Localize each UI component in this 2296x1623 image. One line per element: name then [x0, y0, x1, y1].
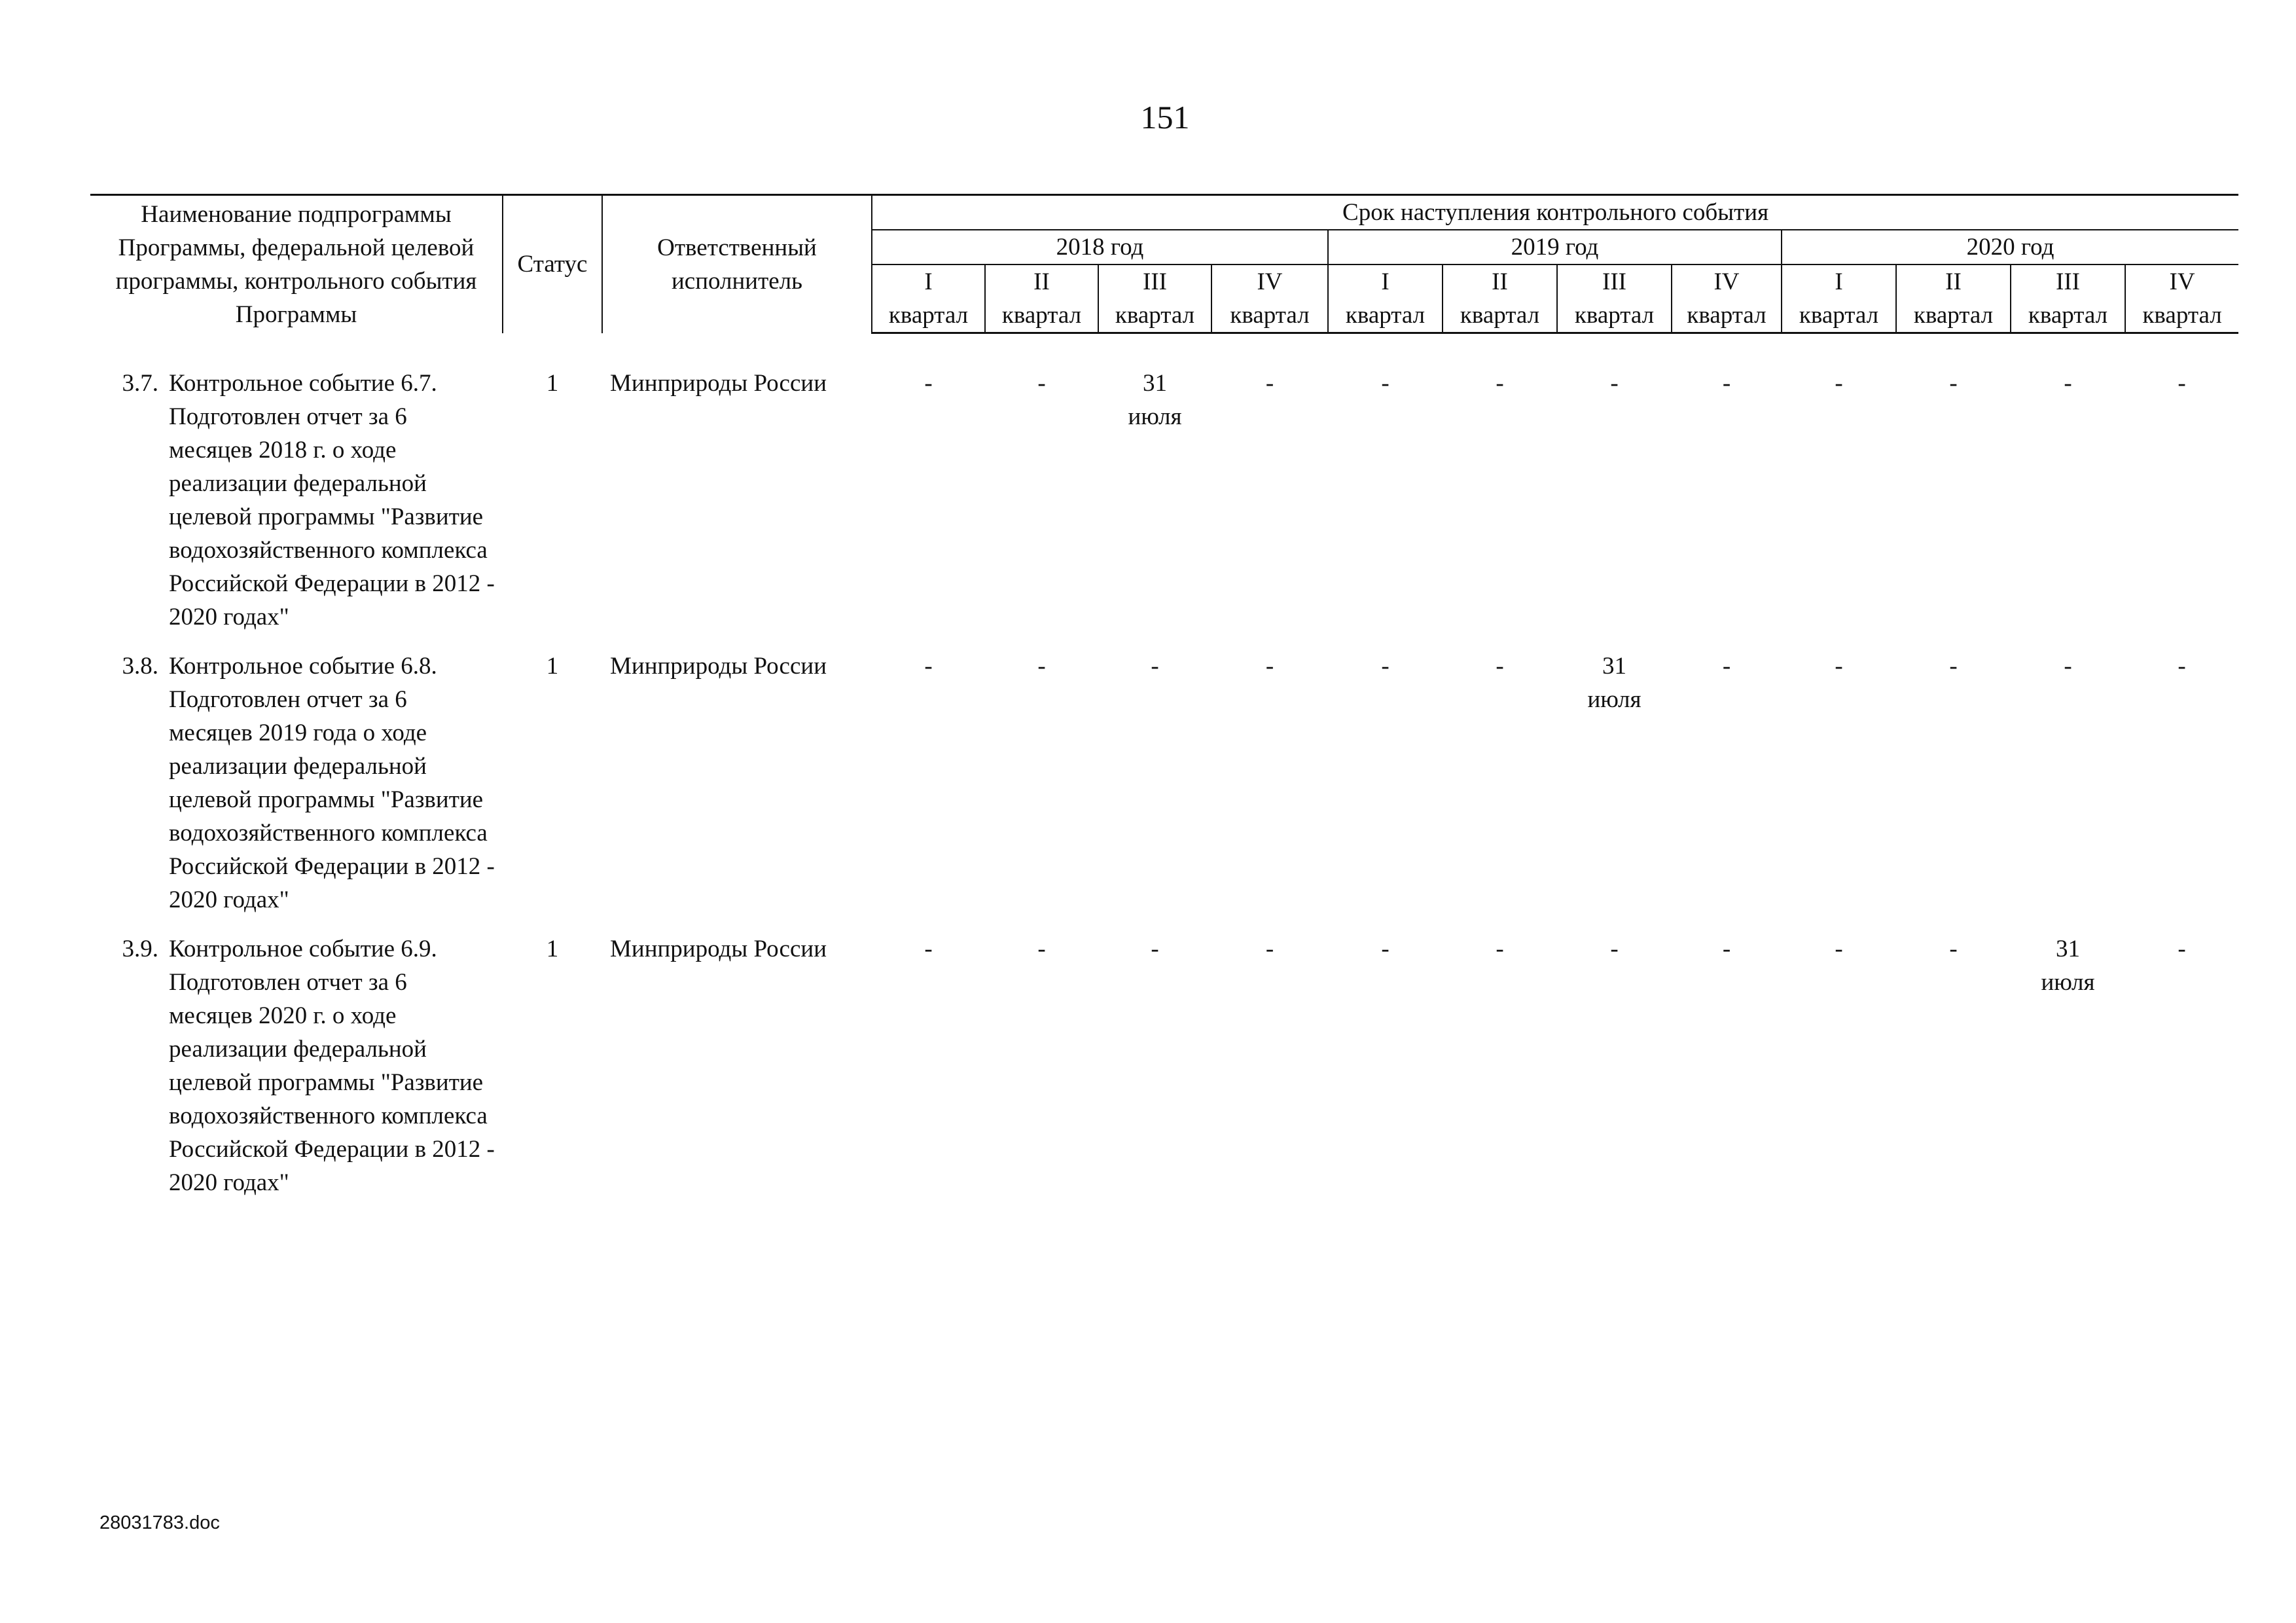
control-events-table [90, 194, 2238, 1215]
header-quarter-word: квартал [2125, 299, 2238, 333]
quarter-value: - [1265, 936, 1274, 962]
header-name: Наименование подпрограммы Программы, федеральной целевой программы, контрольного события Программы [90, 195, 503, 333]
header-quarter-word: квартал [1672, 299, 1782, 333]
page-number: 151 [1140, 99, 1190, 136]
quarter-value: - [1265, 370, 1274, 397]
header-quarter-roman: III [1557, 264, 1672, 299]
header-quarter-roman: I [872, 264, 985, 299]
quarter-value: 31 июля [1587, 653, 1641, 713]
table-row [90, 367, 2238, 649]
status-value: 1 [546, 653, 559, 680]
quarter-value: - [1037, 653, 1046, 680]
header-quarter-word: квартал [1328, 299, 1443, 333]
event-name: Контрольное событие 6.9. Подготовлен отчет за 6 месяцев 2020 г. о ходе реализации федеральной целевой программы "Развитие водохозяйственного комплекса Российской Федерации в 2012 - 2020 годах" [169, 936, 495, 1196]
header-quarter-roman: IV [2125, 264, 2238, 299]
header-quarter-roman: III [1098, 264, 1211, 299]
status-value: 1 [546, 370, 559, 397]
row-number: 3.8. [122, 653, 158, 680]
quarter-value: - [1496, 370, 1504, 397]
header-quarter-roman: III [2011, 264, 2125, 299]
quarter-value: - [1151, 936, 1159, 962]
executor-value: Минприроды России [610, 370, 827, 397]
header-quarter-word: квартал [1211, 299, 1328, 333]
quarter-value: - [1835, 370, 1843, 397]
quarter-value: - [924, 936, 933, 962]
quarter-value: 31 июля [1128, 370, 1182, 430]
header-quarter-word: квартал [1098, 299, 1211, 333]
header-quarter-word: квартал [1557, 299, 1672, 333]
event-name: Контрольное событие 6.8. Подготовлен отчет за 6 месяцев 2019 года о ходе реализации федеральной целевой программы "Развитие водохозяйственного комплекса Российской Федерации в 2012 - 2020 годах" [169, 653, 495, 913]
quarter-value: - [1949, 936, 1958, 962]
quarter-value: - [1496, 653, 1504, 680]
document-footer: 28031783.doc [99, 1512, 220, 1533]
header-status: Статус [503, 195, 602, 333]
quarter-value: - [1949, 370, 1958, 397]
quarter-value: - [2178, 370, 2186, 397]
quarter-value: - [2064, 653, 2072, 680]
header-quarter-word: квартал [872, 299, 985, 333]
header-quarter-roman: II [1896, 264, 2011, 299]
header-executor: Ответственный исполнитель [602, 195, 872, 333]
quarter-value: - [1381, 936, 1390, 962]
quarter-value: - [924, 370, 933, 397]
status-value: 1 [546, 936, 559, 962]
quarter-value: - [1151, 653, 1159, 680]
quarter-value: - [1722, 936, 1731, 962]
quarter-value: - [1610, 370, 1619, 397]
header-quarter-word: квартал [1443, 299, 1557, 333]
quarter-value: - [1835, 936, 1843, 962]
header-quarter-roman: I [1782, 264, 1896, 299]
table-row [90, 932, 2238, 1215]
event-name: Контрольное событие 6.7. Подготовлен отчет за 6 месяцев 2018 г. о ходе реализации федеральной целевой программы "Развитие водохозяйственного комплекса Российской Федерации в 2012 - 2020 годах" [169, 370, 495, 630]
header-quarter-roman: I [1328, 264, 1443, 299]
quarter-value: - [1610, 936, 1619, 962]
header-quarter-word: квартал [1896, 299, 2011, 333]
quarter-value: - [1381, 653, 1390, 680]
header-quarter-roman: II [1443, 264, 1557, 299]
quarter-value: - [1037, 370, 1046, 397]
quarter-value: - [1496, 936, 1504, 962]
header-year-2020: 2020 год [1782, 230, 2238, 264]
header-deadline: Срок наступления контрольного события [872, 195, 2238, 230]
executor-value: Минприроды России [610, 936, 827, 962]
quarter-value: - [1835, 653, 1843, 680]
quarter-value: - [1037, 936, 1046, 962]
table-row [90, 649, 2238, 932]
quarter-value: - [2064, 370, 2072, 397]
quarter-value: - [2178, 936, 2186, 962]
quarter-value: - [924, 653, 933, 680]
header-quarter-word: квартал [985, 299, 1098, 333]
header-quarter-roman: IV [1672, 264, 1782, 299]
header-quarter-word: квартал [2011, 299, 2125, 333]
header-quarter-roman: II [985, 264, 1098, 299]
header-quarter-roman: IV [1211, 264, 1328, 299]
executor-value: Минприроды России [610, 653, 827, 680]
header-year-2018: 2018 год [872, 230, 1328, 264]
header-year-2019: 2019 год [1328, 230, 1782, 264]
quarter-value: 31 июля [2041, 936, 2095, 996]
row-number: 3.7. [122, 370, 158, 397]
quarter-value: - [1722, 653, 1731, 680]
quarter-value: - [1949, 653, 1958, 680]
quarter-value: - [1265, 653, 1274, 680]
quarter-value: - [1381, 370, 1390, 397]
header-quarter-word: квартал [1782, 299, 1896, 333]
row-number: 3.9. [122, 936, 158, 962]
quarter-value: - [1722, 370, 1731, 397]
quarter-value: - [2178, 653, 2186, 680]
